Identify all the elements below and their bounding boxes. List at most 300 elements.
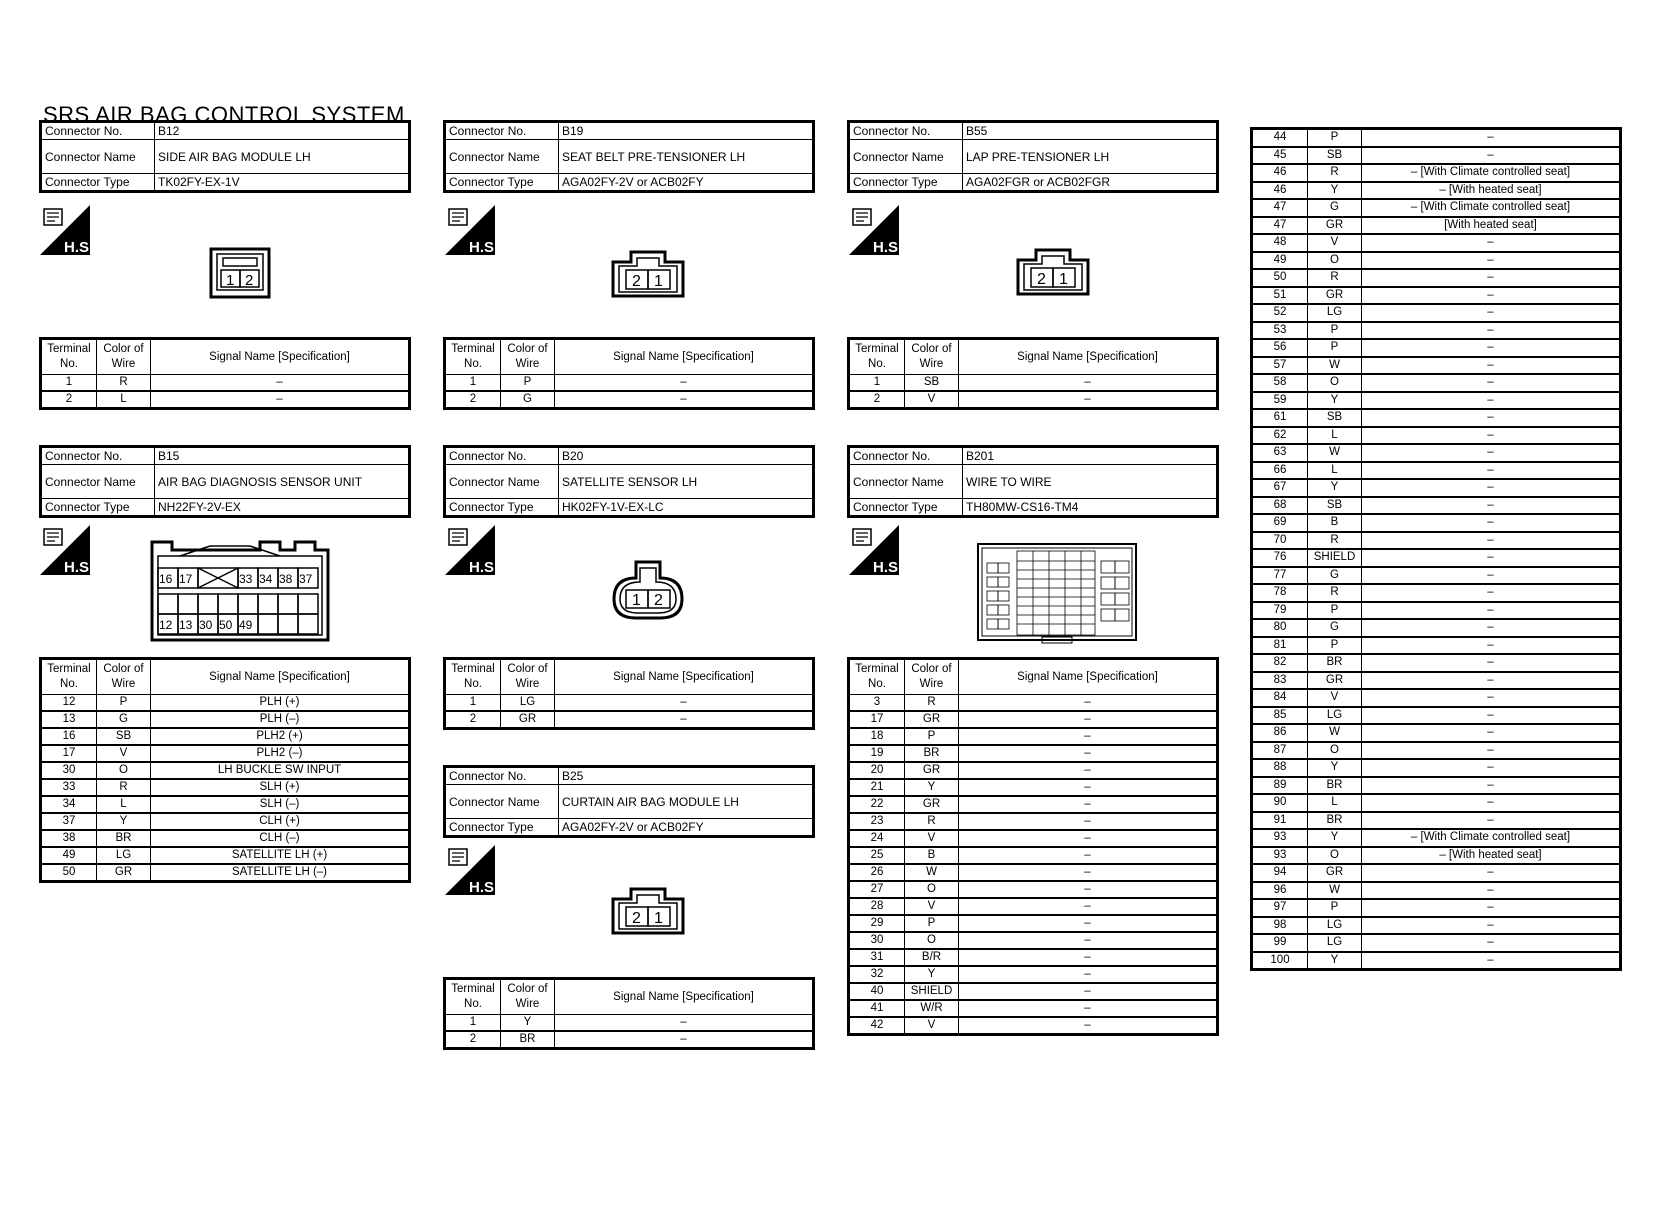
table-row (41, 745, 410, 762)
connector-b55 (847, 120, 1219, 193)
color-header: Color of Wire (97, 339, 151, 375)
signal-name-cell: PLH (–) (151, 711, 410, 728)
terminal-no-cell: 42 (849, 1017, 905, 1035)
terminal-no-cell: 80 (1252, 619, 1308, 637)
pin-label: 1 (226, 272, 235, 289)
table-row (1252, 654, 1621, 672)
wire-color-cell: Y (501, 1015, 555, 1032)
signal-name-cell: – (1362, 409, 1621, 427)
terminal-no-cell: 38 (41, 830, 97, 847)
terminal-no-cell: 77 (1252, 567, 1308, 585)
wire-color-cell: LG (1308, 304, 1362, 322)
pin-label: 2 (654, 592, 663, 609)
terminal-no-cell: 50 (41, 864, 97, 882)
terminal-rows (849, 695, 1218, 1035)
terminal-rows (445, 1015, 814, 1049)
terminal-no-cell: 1 (445, 375, 501, 392)
wire-color-cell: LG (1308, 707, 1362, 725)
wire-color-cell: G (97, 711, 151, 728)
table-row (1252, 217, 1621, 235)
terminal-no-header: Terminal No. (445, 979, 501, 1015)
signal-name-cell: LH BUCKLE SW INPUT (151, 762, 410, 779)
table-row (1252, 514, 1621, 532)
pin-label: 33 (239, 572, 253, 586)
terminal-no-cell: 97 (1252, 899, 1308, 917)
signal-name-cell: CLH (+) (151, 813, 410, 830)
wire-color-cell: V (905, 391, 959, 409)
terminal-no-cell: 50 (1252, 269, 1308, 287)
table-row (1252, 322, 1621, 340)
terminal-no-cell: 62 (1252, 427, 1308, 445)
terminal-no-header: Terminal No. (849, 659, 905, 695)
wire-color-cell: R (1308, 269, 1362, 287)
connector-no-label: Connector No. (41, 447, 155, 465)
signal-name-cell: – (555, 1015, 814, 1032)
connector-type: AGA02FGR or ACB02FGR (963, 174, 1218, 192)
table-row (1252, 252, 1621, 270)
signal-name-cell: – (959, 391, 1218, 409)
table-row (1252, 864, 1621, 882)
terminal-no-cell: 78 (1252, 584, 1308, 602)
table-row (41, 796, 410, 813)
signal-name-cell: – (555, 375, 814, 392)
table-row (1252, 532, 1621, 550)
pin-label: 17 (179, 572, 193, 586)
terminal-no-cell: 18 (849, 728, 905, 745)
terminal-no-cell: 34 (41, 796, 97, 813)
signal-name-cell: – (959, 830, 1218, 847)
signal-name-cell: – (1362, 917, 1621, 935)
wire-color-cell: P (97, 695, 151, 712)
wire-color-cell: LG (1308, 934, 1362, 952)
signal-name-cell: – (1362, 129, 1621, 147)
terminal-rows (445, 695, 814, 729)
table-row (1252, 882, 1621, 900)
terminal-no-cell: 24 (849, 830, 905, 847)
signal-header: Signal Name [Specification] (555, 979, 814, 1015)
connector-type: TH80MW-CS16-TM4 (963, 499, 1218, 517)
wire-color-cell: L (1308, 462, 1362, 480)
terminal-no-cell: 23 (849, 813, 905, 830)
signal-name-cell: – (959, 1000, 1218, 1017)
signal-header: Signal Name [Specification] (959, 339, 1218, 375)
wire-color-cell: SHIELD (1308, 549, 1362, 567)
connector-no: B15 (155, 447, 410, 465)
table-row (41, 762, 410, 779)
terminal-no-cell: 46 (1252, 182, 1308, 200)
signal-name-cell: – (1362, 374, 1621, 392)
signal-name-cell: – (1362, 759, 1621, 777)
terminal-table-b15 (39, 657, 411, 883)
signal-name-cell: – (555, 695, 814, 712)
table-row (1252, 427, 1621, 445)
connector-name: CURTAIN AIR BAG MODULE LH (559, 785, 814, 819)
wire-color-cell: G (501, 391, 555, 409)
connector-name-label: Connector Name (445, 465, 559, 499)
table-row (1252, 497, 1621, 515)
table-row (1252, 129, 1621, 147)
terminal-no-cell: 31 (849, 949, 905, 966)
table-row (41, 391, 410, 409)
harness-side-icon (849, 205, 903, 256)
wire-color-cell: LG (97, 847, 151, 864)
pin-label: 49 (239, 618, 253, 632)
table-row (1252, 917, 1621, 935)
color-header: Color of Wire (501, 659, 555, 695)
connector-no: B25 (559, 767, 814, 785)
pin-label: 13 (179, 618, 193, 632)
table-row (849, 1000, 1218, 1017)
signal-name-cell: – (1362, 252, 1621, 270)
table-row (1252, 952, 1621, 970)
table-row (1252, 707, 1621, 725)
connector-no: B55 (963, 122, 1218, 140)
signal-name-cell: – (1362, 864, 1621, 882)
signal-name-cell: – (959, 966, 1218, 983)
terminal-no-cell: 89 (1252, 777, 1308, 795)
signal-name-cell: – [With Climate controlled seat] (1362, 199, 1621, 217)
table-row (1252, 444, 1621, 462)
table-row (1252, 934, 1621, 952)
hs-label: H.S. (64, 239, 94, 256)
connector-name: AIR BAG DIAGNOSIS SENSOR UNIT (155, 465, 410, 499)
terminal-no-cell: 2 (445, 711, 501, 729)
table-row (1252, 812, 1621, 830)
wire-color-cell: B/R (905, 949, 959, 966)
wire-color-cell: SB (1308, 497, 1362, 515)
connector-name-label: Connector Name (445, 140, 559, 174)
wire-color-cell: Y (905, 779, 959, 796)
connector-face-b15 (150, 540, 330, 642)
color-header: Color of Wire (501, 979, 555, 1015)
table-row (41, 864, 410, 882)
signal-name-cell: – (1362, 584, 1621, 602)
connector-face-b25 (611, 887, 685, 935)
terminal-rows (41, 375, 410, 409)
terminal-no-cell: 44 (1252, 129, 1308, 147)
hs-label: H.S. (64, 559, 94, 576)
connector-name: SATELLITE SENSOR LH (559, 465, 814, 499)
table-row (1252, 777, 1621, 795)
wire-color-cell: W (1308, 357, 1362, 375)
harness-side-icon (40, 525, 94, 576)
terminal-no-cell: 2 (445, 391, 501, 409)
terminal-no-cell: 17 (41, 745, 97, 762)
terminal-no-cell: 2 (41, 391, 97, 409)
terminal-no-cell: 58 (1252, 374, 1308, 392)
wire-color-cell: W (905, 864, 959, 881)
pin-label: 1 (1059, 271, 1068, 288)
signal-name-cell: – (1362, 777, 1621, 795)
terminal-table-b201 (847, 657, 1219, 1036)
pin-label: 2 (632, 273, 641, 290)
wire-color-cell: P (1308, 339, 1362, 357)
wire-color-cell: W (1308, 444, 1362, 462)
terminal-no-header: Terminal No. (849, 339, 905, 375)
wire-color-cell: R (1308, 164, 1362, 182)
wire-color-cell: GR (1308, 287, 1362, 305)
harness-side-icon (445, 205, 499, 256)
signal-name-cell: – (1362, 304, 1621, 322)
terminal-no-cell: 91 (1252, 812, 1308, 830)
table-row (849, 695, 1218, 712)
signal-name-cell: PLH2 (+) (151, 728, 410, 745)
terminal-no-cell: 88 (1252, 759, 1308, 777)
terminal-no-cell: 51 (1252, 287, 1308, 305)
table-row (849, 391, 1218, 409)
wire-color-cell: P (1308, 322, 1362, 340)
terminal-no-cell: 87 (1252, 742, 1308, 760)
wire-color-cell: R (905, 695, 959, 712)
table-row (849, 711, 1218, 728)
connector-name-label: Connector Name (849, 140, 963, 174)
signal-name-cell: – (959, 949, 1218, 966)
signal-name-cell: – (1362, 619, 1621, 637)
wire-color-cell: P (905, 915, 959, 932)
wire-color-cell: Y (97, 813, 151, 830)
wire-color-cell: Y (1308, 829, 1362, 847)
table-row (1252, 357, 1621, 375)
signal-name-cell: – (1362, 742, 1621, 760)
table-row (849, 796, 1218, 813)
connector-name: SEAT BELT PRE-TENSIONER LH (559, 140, 814, 174)
wire-color-cell: SB (1308, 409, 1362, 427)
terminal-no-cell: 25 (849, 847, 905, 864)
table-row (445, 391, 814, 409)
signal-name-cell: SATELLITE LH (–) (151, 864, 410, 882)
signal-name-cell: – (1362, 339, 1621, 357)
table-row (1252, 689, 1621, 707)
table-row (849, 745, 1218, 762)
wire-color-cell: GR (1308, 864, 1362, 882)
wire-color-cell: Y (1308, 479, 1362, 497)
connector-name: WIRE TO WIRE (963, 465, 1218, 499)
terminal-no-cell: 16 (41, 728, 97, 745)
table-row (1252, 164, 1621, 182)
connector-type-label: Connector Type (849, 174, 963, 192)
wire-color-cell: LG (1308, 917, 1362, 935)
terminal-no-cell: 53 (1252, 322, 1308, 340)
terminal-no-cell: 49 (41, 847, 97, 864)
signal-name-cell: – (1362, 899, 1621, 917)
table-row (1252, 269, 1621, 287)
pin-label: 16 (159, 572, 173, 586)
signal-name-cell: – (959, 375, 1218, 392)
table-row (1252, 199, 1621, 217)
terminal-no-cell: 57 (1252, 357, 1308, 375)
table-row (1252, 392, 1621, 410)
wire-color-cell: G (1308, 619, 1362, 637)
connector-b201 (847, 445, 1219, 518)
wire-color-cell: LG (501, 695, 555, 712)
table-row (849, 932, 1218, 949)
signal-name-cell: – (1362, 934, 1621, 952)
terminal-no-cell: 20 (849, 762, 905, 779)
table-row (1252, 374, 1621, 392)
connector-face-b19 (611, 250, 685, 298)
terminal-no-cell: 33 (41, 779, 97, 796)
signal-name-cell: – [With heated seat] (1362, 847, 1621, 865)
harness-side-icon (849, 525, 903, 576)
signal-name-cell: – (1362, 689, 1621, 707)
terminal-no-cell: 67 (1252, 479, 1308, 497)
wire-color-cell: W/R (905, 1000, 959, 1017)
connector-face-b12 (209, 247, 271, 299)
signal-name-cell: – [With Climate controlled seat] (1362, 829, 1621, 847)
connector-header (39, 120, 411, 193)
signal-name-cell: – (959, 915, 1218, 932)
terminal-no-cell: 30 (41, 762, 97, 779)
wire-color-cell: BR (1308, 777, 1362, 795)
terminal-no-cell: 100 (1252, 952, 1308, 970)
connector-b15 (39, 445, 411, 518)
terminal-no-cell: 28 (849, 898, 905, 915)
wire-color-cell: P (1308, 899, 1362, 917)
signal-name-cell: – (1362, 952, 1621, 970)
connector-face-b55 (1016, 248, 1090, 296)
wire-color-cell: L (1308, 794, 1362, 812)
signal-name-cell: – (1362, 462, 1621, 480)
signal-name-cell: – (959, 695, 1218, 712)
signal-name-cell: – (1362, 672, 1621, 690)
table-row (1252, 462, 1621, 480)
table-row (41, 728, 410, 745)
terminal-no-cell: 68 (1252, 497, 1308, 515)
terminal-no-cell: 98 (1252, 917, 1308, 935)
signal-name-cell: – (959, 711, 1218, 728)
table-row (849, 847, 1218, 864)
connector-type: TK02FY-EX-1V (155, 174, 410, 192)
table-row (1252, 304, 1621, 322)
terminal-no-cell: 21 (849, 779, 905, 796)
terminal-no-cell: 52 (1252, 304, 1308, 322)
hs-label: H.S. (469, 559, 499, 576)
connector-no-label: Connector No. (445, 767, 559, 785)
table-row (849, 915, 1218, 932)
color-header: Color of Wire (501, 339, 555, 375)
table-row (41, 813, 410, 830)
wire-color-cell: O (97, 762, 151, 779)
terminal-no-cell: 37 (41, 813, 97, 830)
terminal-table-b20 (443, 657, 815, 730)
table-row (1252, 339, 1621, 357)
signal-name-cell: – (555, 711, 814, 729)
terminal-no-cell: 45 (1252, 147, 1308, 165)
signal-name-cell: [With heated seat] (1362, 217, 1621, 235)
signal-name-cell: – (1362, 269, 1621, 287)
connector-b19 (443, 120, 815, 193)
wire-color-cell: P (905, 728, 959, 745)
wire-color-cell: GR (1308, 217, 1362, 235)
terminal-no-cell: 47 (1252, 217, 1308, 235)
signal-name-cell: – (151, 391, 410, 409)
connector-no-label: Connector No. (41, 122, 155, 140)
signal-name-cell: – (959, 932, 1218, 949)
table-row (41, 847, 410, 864)
connector-name-label: Connector Name (445, 785, 559, 819)
wire-color-cell: O (905, 881, 959, 898)
table-row (1252, 147, 1621, 165)
wire-color-cell: P (1308, 129, 1362, 147)
table-row (41, 375, 410, 392)
terminal-no-cell: 99 (1252, 934, 1308, 952)
signal-name-cell: – (1362, 637, 1621, 655)
signal-name-cell: – (1362, 724, 1621, 742)
table-row (41, 695, 410, 712)
signal-name-cell: – (1362, 514, 1621, 532)
connector-no: B19 (559, 122, 814, 140)
table-row (849, 983, 1218, 1000)
table-row (1252, 409, 1621, 427)
signal-name-cell: – (1362, 479, 1621, 497)
wire-color-cell: GR (905, 796, 959, 813)
signal-name-cell: SLH (–) (151, 796, 410, 813)
terminal-no-header: Terminal No. (445, 339, 501, 375)
signal-name-cell: – (1362, 497, 1621, 515)
pin-label: 1 (632, 592, 641, 609)
wire-color-cell: G (1308, 199, 1362, 217)
connector-name-label: Connector Name (41, 465, 155, 499)
terminal-no-cell: 63 (1252, 444, 1308, 462)
table-row (1252, 182, 1621, 200)
color-header: Color of Wire (905, 339, 959, 375)
table-row (849, 1017, 1218, 1035)
terminal-no-cell: 84 (1252, 689, 1308, 707)
terminal-no-header: Terminal No. (445, 659, 501, 695)
table-row (849, 762, 1218, 779)
terminal-no-cell: 82 (1252, 654, 1308, 672)
terminal-no-cell: 90 (1252, 794, 1308, 812)
signal-name-cell: – (1362, 794, 1621, 812)
terminal-rows (849, 375, 1218, 409)
wire-color-cell: SHIELD (905, 983, 959, 1000)
signal-name-cell: – (1362, 357, 1621, 375)
table-row (1252, 619, 1621, 637)
hs-label: H.S. (469, 239, 499, 256)
pin-label: 12 (159, 618, 173, 632)
table-row (849, 375, 1218, 392)
wire-color-cell: BR (501, 1031, 555, 1049)
wire-color-cell: O (1308, 252, 1362, 270)
signal-name-cell: – (959, 864, 1218, 881)
hs-label: H.S. (873, 559, 903, 576)
terminal-rows (445, 375, 814, 409)
terminal-no-cell: 17 (849, 711, 905, 728)
signal-name-cell: – (1362, 549, 1621, 567)
connector-type: AGA02FY-2V or ACB02FY (559, 174, 814, 192)
terminal-no-cell: 61 (1252, 409, 1308, 427)
table-row (1252, 287, 1621, 305)
terminal-no-cell: 86 (1252, 724, 1308, 742)
signal-name-cell: CLH (–) (151, 830, 410, 847)
terminal-no-cell: 1 (41, 375, 97, 392)
terminal-rows (41, 695, 410, 882)
signal-name-cell: – (1362, 147, 1621, 165)
table-row (1252, 759, 1621, 777)
signal-name-cell: – (959, 796, 1218, 813)
pin-label: 38 (279, 572, 293, 586)
table-row (1252, 479, 1621, 497)
signal-name-cell: – (959, 983, 1218, 1000)
terminal-table-b12 (39, 337, 411, 410)
terminal-no-cell: 2 (849, 391, 905, 409)
wire-color-cell: R (1308, 532, 1362, 550)
connector-type-label: Connector Type (445, 819, 559, 837)
table-row (1252, 637, 1621, 655)
terminal-no-cell: 93 (1252, 847, 1308, 865)
connector-no-label: Connector No. (445, 122, 559, 140)
wire-color-cell: L (1308, 427, 1362, 445)
